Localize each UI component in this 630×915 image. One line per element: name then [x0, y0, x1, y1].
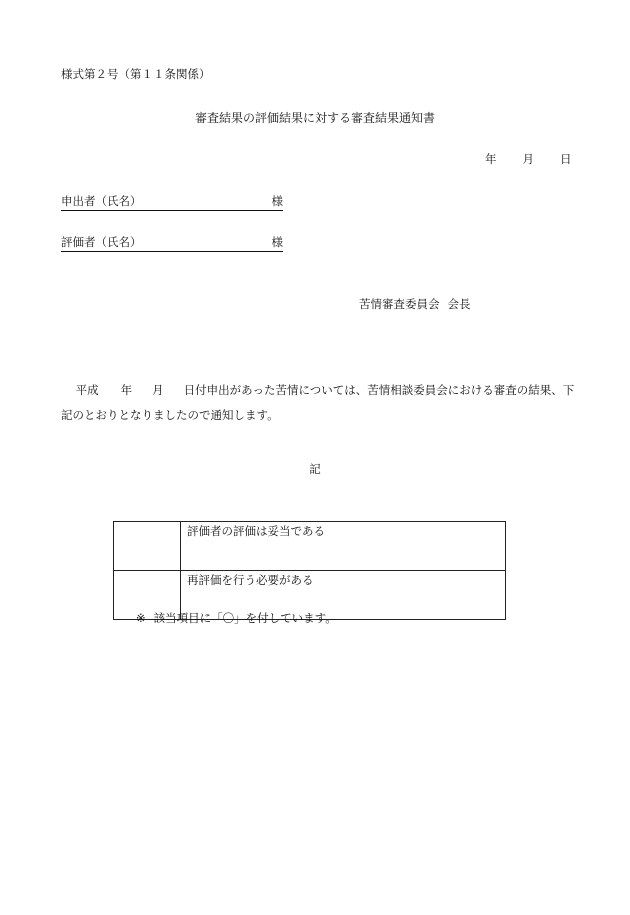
body-text: 日付申出があった苦情については、苦情相談委員会における審査の結果、下記のとおりとなりましたので通知します。 [61, 383, 575, 422]
option-text: 再評価を行う必要がある [181, 571, 506, 620]
applicant-honorific: 様 [271, 194, 283, 208]
document-title: 審査結果の評価結果に対する審査結果通知書 [194, 111, 435, 125]
body-year: 年 [120, 383, 133, 397]
date-month-label: 月 [522, 152, 534, 166]
applicant-line [61, 195, 283, 211]
note-line [136, 612, 337, 626]
applicant-name-blank[interactable] [142, 195, 272, 209]
sender-title: 会長 [447, 297, 471, 311]
evaluator-line [61, 236, 283, 252]
form-number: 様式第２号（第１１条関係） [61, 67, 211, 81]
note-symbol: ※ [136, 611, 146, 625]
evaluator-label: 評価者（氏名） [61, 235, 142, 249]
evaluator-honorific: 様 [271, 235, 283, 249]
sender-line [359, 298, 471, 312]
body-paragraph [61, 378, 581, 428]
result-table [113, 521, 506, 620]
evaluator-name-blank[interactable] [142, 236, 272, 250]
sender-org: 苦情審査委員会 [359, 297, 440, 311]
option-mark-cell[interactable] [114, 522, 181, 571]
note-text: 該当項目に「〇」を付しています。 [153, 611, 337, 625]
option-text: 評価者の評価は妥当である [181, 522, 506, 571]
date-day-label: 日 [560, 152, 572, 166]
date-year-label: 年 [485, 152, 497, 166]
result-row [114, 522, 506, 571]
body-era: 平成 [75, 383, 99, 397]
body-month: 月 [152, 383, 164, 397]
date-line [485, 153, 572, 167]
applicant-label: 申出者（氏名） [61, 194, 142, 208]
ki-heading: 記 [309, 462, 321, 476]
